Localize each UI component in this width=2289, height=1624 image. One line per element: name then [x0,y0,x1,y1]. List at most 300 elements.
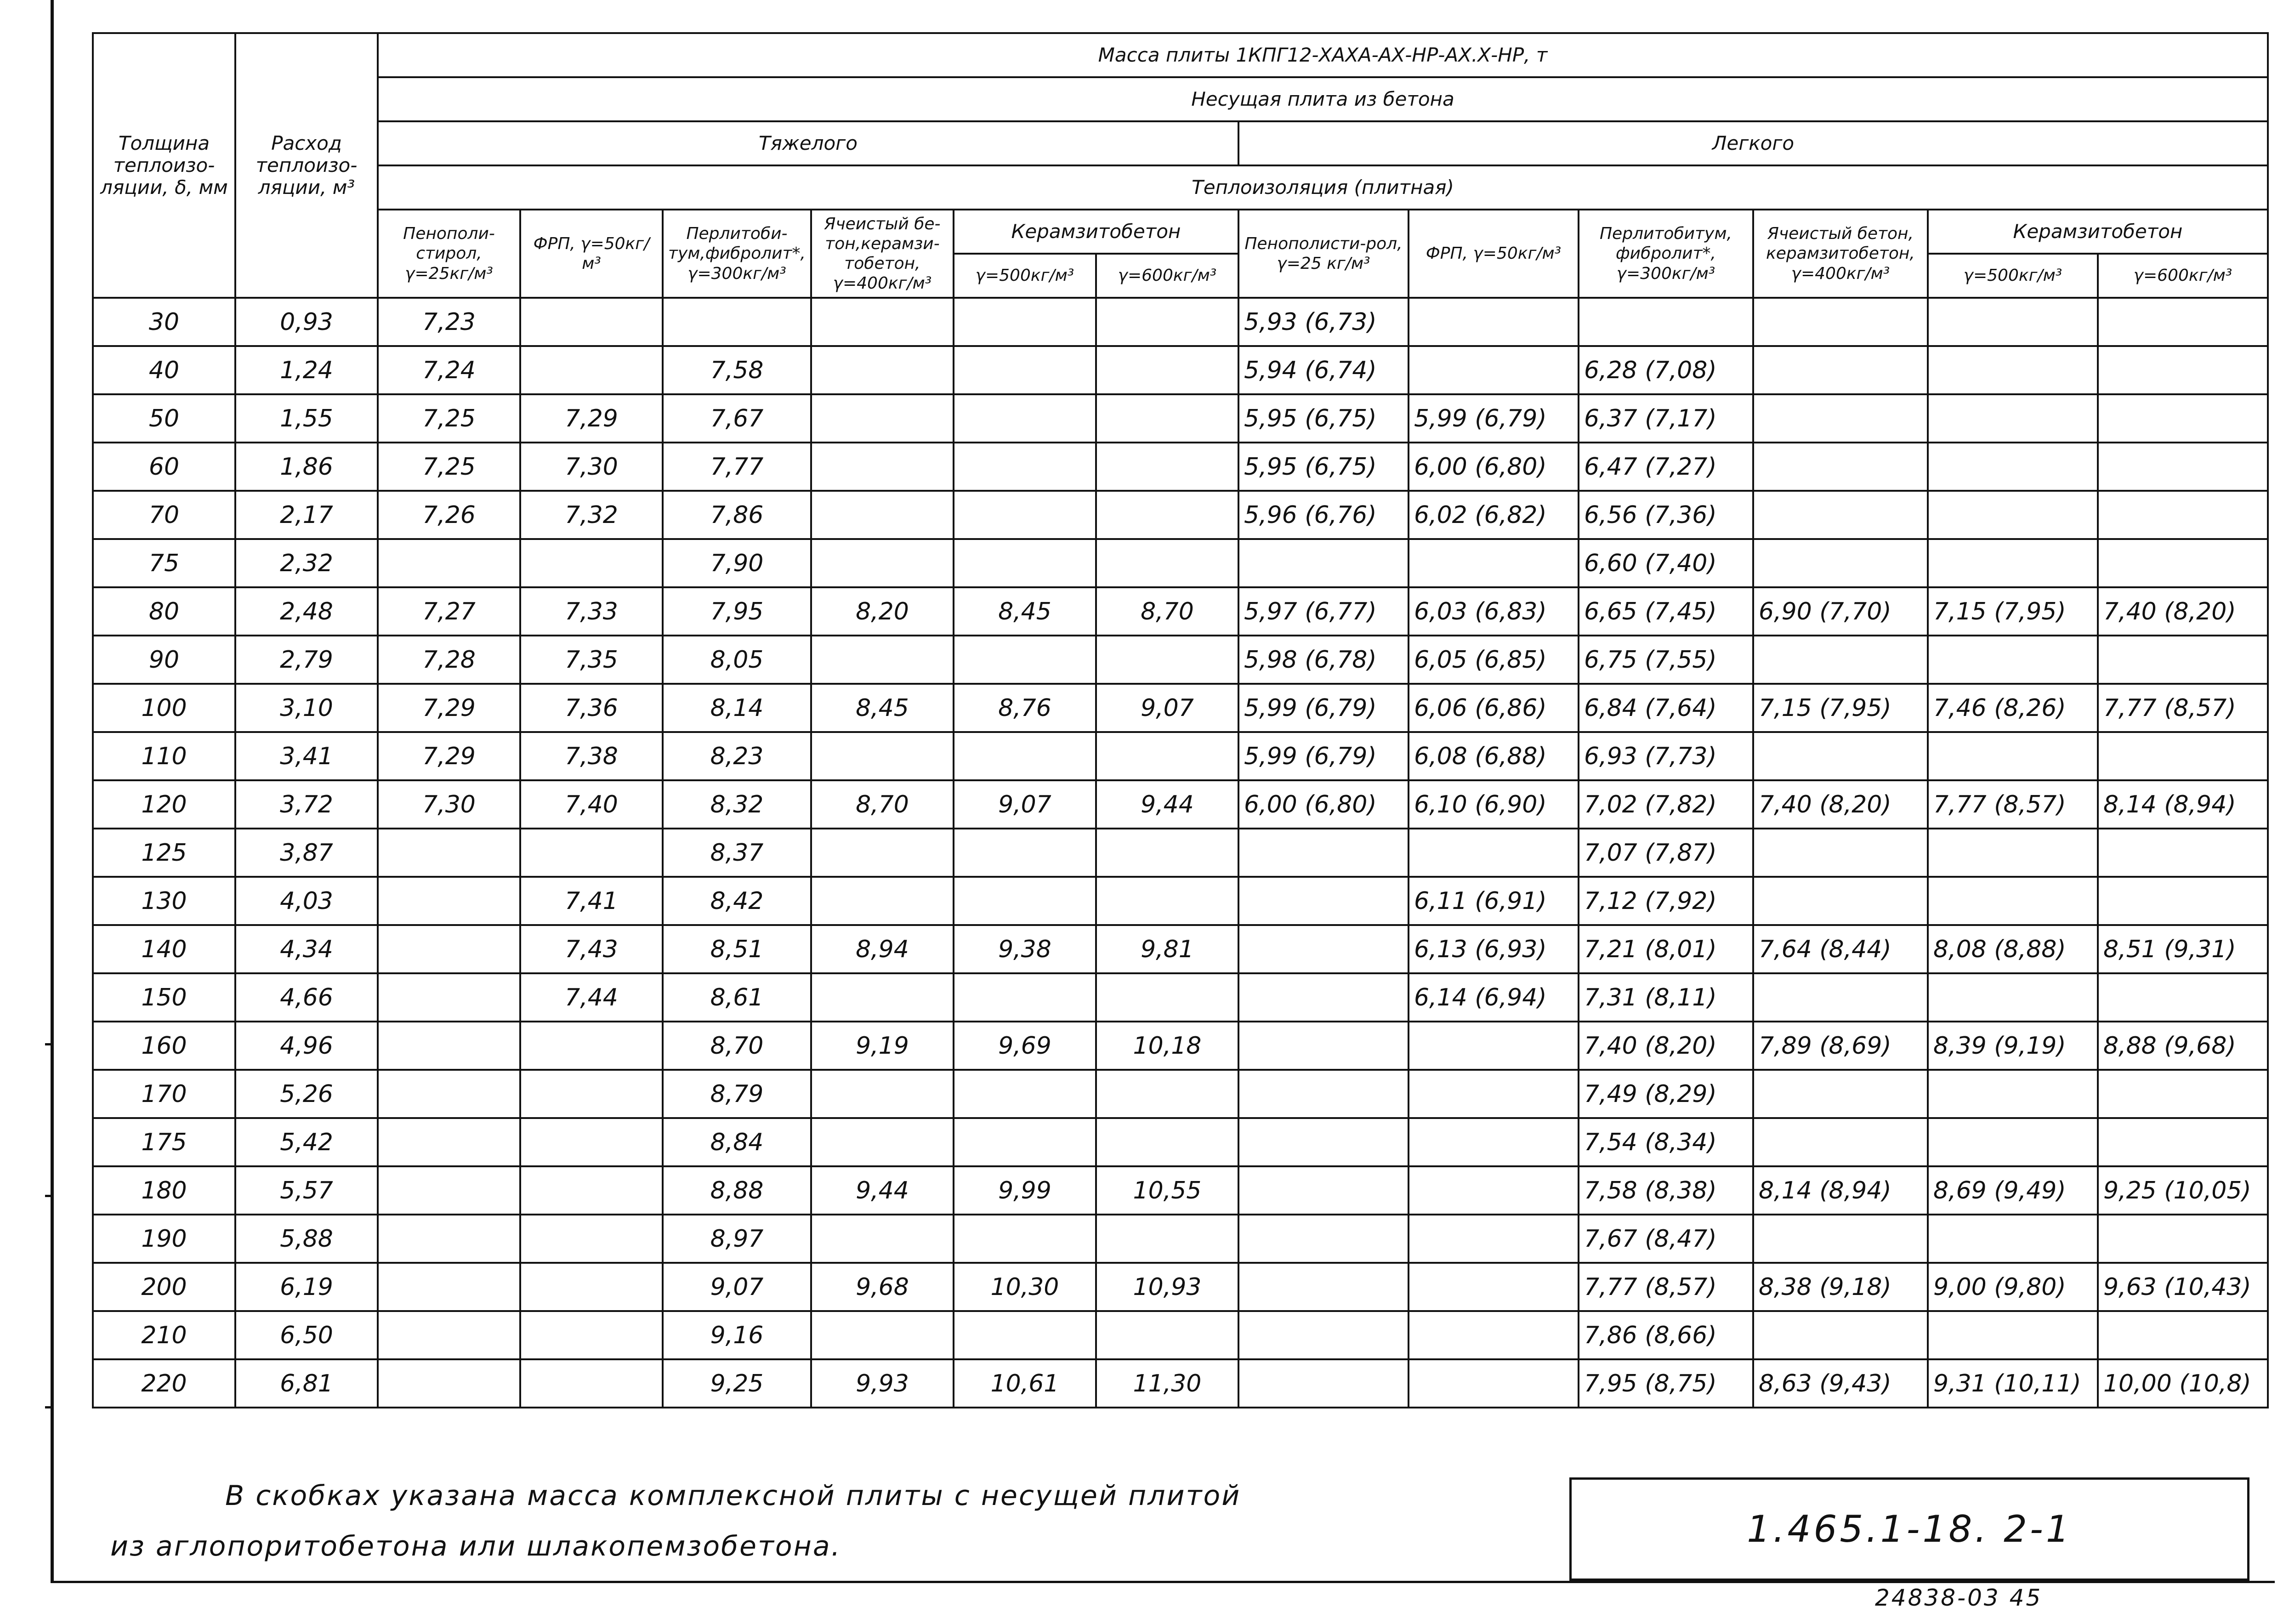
col-header: Ячеистый бе-тон,керамзи-тобетон, γ=400кг/м³ [811,210,954,298]
mass-cell: 7,40 (8,20) [2098,587,2268,636]
mass-cell: 7,77 (8,57) [2098,684,2268,732]
mass-cell [378,1263,520,1311]
table-row [93,829,2268,877]
mass-cell: 9,81 [1096,925,1238,973]
mass-cell [2098,491,2268,539]
mass-cell [1753,539,1928,587]
mass-cell [1409,829,1579,877]
heavy-concrete-header: Тяжелого [378,121,1238,165]
mass-cell: 8,94 [811,925,954,973]
mass-cell: 6,11 (6,91) [1409,877,1579,925]
mass-cell [811,1311,954,1359]
mass-cell [811,973,954,1022]
table-row [93,1070,2268,1118]
mass-cell [2098,346,2268,394]
mass-cell: 8,51 [663,925,811,973]
mass-cell: 7,77 [663,443,811,491]
mass-cell [954,732,1096,780]
consumption-cell: 4,34 [235,925,378,973]
table-row [93,780,2268,829]
col-header: Керамзитобетон [1928,210,2268,254]
light-concrete-header: Легкого [1238,121,2268,165]
mass-cell: 8,69 (9,49) [1928,1166,2098,1215]
mass-cell [520,1166,663,1215]
mass-cell [520,539,663,587]
mass-cell [520,1118,663,1166]
thickness-cell: 170 [93,1070,235,1118]
mass-cell [520,1070,663,1118]
mass-cell [1238,1022,1409,1070]
mass-cell [1409,539,1579,587]
mass-cell: 6,00 (6,80) [1238,780,1409,829]
mass-cell [520,1022,663,1070]
mass-cell [1753,829,1928,877]
mass-cell [954,973,1096,1022]
col-header: Пенополисти-рол, γ=25 кг/м³ [1238,210,1409,298]
col-header: Ячеистый бетон, керамзитобетон, γ=400кг/м³ [1753,210,1928,298]
col-header: ФРП, γ=50кг/м³ [520,210,663,298]
mass-cell: 8,37 [663,829,811,877]
table-row [93,539,2268,587]
col-header: Пенополи-стирол, γ=25кг/м³ [378,210,520,298]
mass-cell [2098,829,2268,877]
mass-cell: 8,70 [663,1022,811,1070]
mass-cell [1928,732,2098,780]
consumption-cell: 2,48 [235,587,378,636]
mass-cell [1753,636,1928,684]
mass-cell: 7,67 [663,394,811,443]
mass-cell: 7,44 [520,973,663,1022]
mass-cell: 8,61 [663,973,811,1022]
consumption-cell: 4,03 [235,877,378,925]
mass-cell [378,877,520,925]
mass-cell: 5,99 (6,79) [1409,394,1579,443]
mass-cell: 5,98 (6,78) [1238,636,1409,684]
mass-cell [1409,1263,1579,1311]
mass-cell: 6,00 (6,80) [1409,443,1579,491]
thickness-cell: 120 [93,780,235,829]
mass-cell [954,829,1096,877]
mass-cell: 5,99 (6,79) [1238,732,1409,780]
mass-cell: 7,64 (8,44) [1753,925,1928,973]
mass-cell [811,636,954,684]
mass-cell [1238,877,1409,925]
mass-cell [1238,829,1409,877]
mass-cell [1096,443,1238,491]
mass-cell: 7,23 [378,298,520,346]
mass-cell [811,1215,954,1263]
mass-cell: 7,07 (7,87) [1579,829,1753,877]
mass-cell: 7,28 [378,636,520,684]
margin-tick [45,1406,52,1408]
mass-cell [2098,732,2268,780]
mass-cell: 9,68 [811,1263,954,1311]
mass-cell: 7,95 [663,587,811,636]
mass-cell: 7,77 (8,57) [1928,780,2098,829]
mass-cell [811,346,954,394]
table-row [93,636,2268,684]
table-row [93,346,2268,394]
mass-cell: 6,75 (7,55) [1579,636,1753,684]
mass-cell: 9,07 [1096,684,1238,732]
mass-cell: 8,45 [811,684,954,732]
mass-cell: 8,70 [1096,587,1238,636]
mass-cell [954,346,1096,394]
mass-cell: 9,93 [811,1359,954,1408]
mass-cell [811,732,954,780]
col-header: Перлитоби-тум,фибролит*, γ=300кг/м³ [663,210,811,298]
mass-cell [1928,491,2098,539]
mass-cell [1409,1215,1579,1263]
mass-cell: 5,97 (6,77) [1238,587,1409,636]
mass-cell: 7,49 (8,29) [1579,1070,1753,1118]
mass-cell [1928,394,2098,443]
mass-cell: 7,27 [378,587,520,636]
mass-cell [378,1166,520,1215]
mass-cell: 9,07 [954,780,1096,829]
consumption-cell: 6,50 [235,1311,378,1359]
consumption-cell: 5,26 [235,1070,378,1118]
consumption-cell: 2,32 [235,539,378,587]
mass-cell: 8,32 [663,780,811,829]
mass-cell: 7,30 [378,780,520,829]
archive-number: 24838-03 45 [1875,1584,2043,1611]
mass-cell: 7,46 (8,26) [1928,684,2098,732]
mass-cell [1409,1311,1579,1359]
consumption-cell: 6,81 [235,1359,378,1408]
mass-cell [1409,1359,1579,1408]
table-row [93,684,2268,732]
mass-cell: 7,29 [378,732,520,780]
mass-cell: 10,00 (10,8) [2098,1359,2268,1408]
table-row [93,1359,2268,1408]
mass-cell: 9,07 [663,1263,811,1311]
col-header: γ=600кг/м³ [2098,254,2268,298]
mass-cell [1753,443,1928,491]
mass-cell: 7,32 [520,491,663,539]
mass-cell [1753,1311,1928,1359]
thickness-cell: 90 [93,636,235,684]
mass-cell [811,539,954,587]
mass-cell: 8,88 (9,68) [2098,1022,2268,1070]
mass-cell: 7,86 [663,491,811,539]
mass-cell: 8,23 [663,732,811,780]
mass-cell [954,1070,1096,1118]
mass-cell [378,973,520,1022]
mass-cell [1753,346,1928,394]
mass-cell: 8,51 (9,31) [2098,925,2268,973]
mass-title-header: Масса плиты 1КПГ12-ХАХА-АХ-НР-АХ.Х-НР, т [378,33,2268,77]
mass-cell [1096,973,1238,1022]
thickness-cell: 130 [93,877,235,925]
mass-cell: 5,94 (6,74) [1238,346,1409,394]
mass-cell [1096,636,1238,684]
mass-cell: 8,39 (9,19) [1928,1022,2098,1070]
mass-cell [954,1215,1096,1263]
mass-cell [520,1215,663,1263]
mass-cell [1753,732,1928,780]
mass-cell [1096,298,1238,346]
mass-cell [1238,539,1409,587]
consumption-cell: 2,79 [235,636,378,684]
mass-cell [1753,1118,1928,1166]
consumption-cell: 5,42 [235,1118,378,1166]
mass-cell [1096,829,1238,877]
mass-cell: 7,26 [378,491,520,539]
mass-cell: 10,93 [1096,1263,1238,1311]
mass-cell: 8,88 [663,1166,811,1215]
mass-cell: 7,02 (7,82) [1579,780,1753,829]
mass-cell [2098,394,2268,443]
mass-cell: 5,96 (6,76) [1238,491,1409,539]
mass-cell: 7,40 (8,20) [1753,780,1928,829]
mass-cell: 8,42 [663,877,811,925]
thickness-cell: 80 [93,587,235,636]
mass-cell: 7,33 [520,587,663,636]
thickness-cell: 70 [93,491,235,539]
mass-cell [1096,394,1238,443]
mass-cell [811,491,954,539]
mass-cell: 8,20 [811,587,954,636]
mass-cell: 8,38 (9,18) [1753,1263,1928,1311]
mass-cell [1096,1215,1238,1263]
col-header: Керамзитобетон [954,210,1238,254]
table-row [93,925,2268,973]
mass-cell: 9,99 [954,1166,1096,1215]
mass-cell: 6,37 (7,17) [1579,394,1753,443]
table-row [93,1166,2268,1215]
mass-cell [1928,1215,2098,1263]
mass-cell [1753,1215,1928,1263]
mass-cell: 6,05 (6,85) [1409,636,1579,684]
mass-cell: 6,90 (7,70) [1753,587,1928,636]
mass-cell [2098,1311,2268,1359]
mass-cell: 6,02 (6,82) [1409,491,1579,539]
mass-cell: 6,56 (7,36) [1579,491,1753,539]
mass-cell [811,877,954,925]
mass-cell: 8,45 [954,587,1096,636]
mass-cell [378,829,520,877]
thickness-cell: 160 [93,1022,235,1070]
mass-cell: 7,31 (8,11) [1579,973,1753,1022]
mass-cell [1928,539,2098,587]
mass-cell: 9,44 [811,1166,954,1215]
table-row [93,973,2268,1022]
mass-cell: 7,41 [520,877,663,925]
mass-cell: 8,70 [811,780,954,829]
mass-cell: 7,12 (7,92) [1579,877,1753,925]
thickness-cell: 150 [93,973,235,1022]
mass-cell: 10,30 [954,1263,1096,1311]
mass-cell [1238,1166,1409,1215]
mass-cell: 9,44 [1096,780,1238,829]
consumption-cell: 3,41 [235,732,378,780]
mass-cell: 8,84 [663,1118,811,1166]
mass-cell [1096,1311,1238,1359]
mass-cell: 10,55 [1096,1166,1238,1215]
mass-cell [811,443,954,491]
mass-cell: 9,00 (9,80) [1928,1263,2098,1311]
mass-cell: 8,97 [663,1215,811,1263]
mass-cell [378,539,520,587]
mass-cell: 7,15 (7,95) [1928,587,2098,636]
mass-cell [1753,298,1928,346]
mass-cell: 7,58 [663,346,811,394]
thickness-cell: 110 [93,732,235,780]
thickness-cell: 100 [93,684,235,732]
left-margin-line [51,0,54,1581]
mass-cell [520,1311,663,1359]
mass-cell: 9,63 (10,43) [2098,1263,2268,1311]
mass-cell [1928,973,2098,1022]
mass-cell: 6,47 (7,27) [1579,443,1753,491]
mass-cell [1096,491,1238,539]
thickness-cell: 190 [93,1215,235,1263]
mass-cell: 9,25 (10,05) [2098,1166,2268,1215]
consumption-cell: 5,88 [235,1215,378,1263]
mass-cell: 6,65 (7,45) [1579,587,1753,636]
mass-cell [2098,973,2268,1022]
mass-cell [2098,298,2268,346]
mass-cell: 8,63 (9,43) [1753,1359,1928,1408]
thickness-cell: 50 [93,394,235,443]
col-header: γ=500кг/м³ [954,254,1096,298]
mass-cell [378,1022,520,1070]
consumption-cell: 0,93 [235,298,378,346]
mass-cell [1409,346,1579,394]
mass-cell: 8,05 [663,636,811,684]
thickness-cell: 175 [93,1118,235,1166]
mass-cell [1409,1118,1579,1166]
mass-cell [1928,829,2098,877]
mass-cell [1409,1070,1579,1118]
mass-cell: 7,21 (8,01) [1579,925,1753,973]
mass-cell: 7,40 (8,20) [1579,1022,1753,1070]
mass-cell [1238,973,1409,1022]
mass-cell [1753,1070,1928,1118]
margin-tick [45,1043,52,1045]
mass-cell [1096,1070,1238,1118]
thickness-cell: 75 [93,539,235,587]
mass-cell: 7,54 (8,34) [1579,1118,1753,1166]
mass-cell: 7,67 (8,47) [1579,1215,1753,1263]
consumption-header: Расход теплоизо-ляции, м³ [235,33,378,298]
mass-cell: 9,38 [954,925,1096,973]
margin-tick [45,1195,52,1197]
table-row [93,1311,2268,1359]
consumption-cell: 4,66 [235,973,378,1022]
mass-cell: 8,79 [663,1070,811,1118]
mass-cell [811,298,954,346]
mass-cell: 5,95 (6,75) [1238,443,1409,491]
thickness-header: Толщина теплоизо-ляции, δ, мм [93,33,235,298]
mass-cell: 9,25 [663,1359,811,1408]
mass-cell [1238,1215,1409,1263]
table-row [93,491,2268,539]
consumption-cell: 1,86 [235,443,378,491]
mass-cell: 7,15 (7,95) [1753,684,1928,732]
mass-cell [2098,877,2268,925]
mass-cell [2098,539,2268,587]
consumption-cell: 3,72 [235,780,378,829]
mass-cell [378,1118,520,1166]
mass-cell [1238,1118,1409,1166]
thickness-cell: 140 [93,925,235,973]
mass-cell: 6,08 (6,88) [1409,732,1579,780]
mass-cell [811,1070,954,1118]
mass-cell: 9,16 [663,1311,811,1359]
mass-cell: 7,24 [378,346,520,394]
mass-cell [2098,1070,2268,1118]
mass-cell [378,1359,520,1408]
mass-cell [378,1215,520,1263]
mass-cell [1928,877,2098,925]
mass-cell: 8,76 [954,684,1096,732]
mass-cell [1928,443,2098,491]
mass-cell [1928,298,2098,346]
consumption-cell: 3,10 [235,684,378,732]
consumption-cell: 1,24 [235,346,378,394]
thickness-cell: 125 [93,829,235,877]
thickness-cell: 200 [93,1263,235,1311]
mass-cell [520,829,663,877]
mass-cell: 8,14 (8,94) [2098,780,2268,829]
table-row [93,298,2268,346]
mass-cell [811,829,954,877]
mass-cell: 8,08 (8,88) [1928,925,2098,973]
mass-cell: 7,43 [520,925,663,973]
mass-cell: 6,06 (6,86) [1409,684,1579,732]
mass-cell [1409,1022,1579,1070]
table-row [93,732,2268,780]
mass-cell [954,877,1096,925]
mass-cell: 6,10 (6,90) [1409,780,1579,829]
mass-cell [954,394,1096,443]
mass-cell: 6,60 (7,40) [1579,539,1753,587]
mass-cell [954,1311,1096,1359]
mass-cell: 7,77 (8,57) [1579,1263,1753,1311]
table-row [93,1118,2268,1166]
mass-cell [1753,877,1928,925]
mass-cell [1096,539,1238,587]
mass-cell: 7,25 [378,394,520,443]
bottom-frame-line [51,1581,2275,1583]
mass-cell: 7,29 [520,394,663,443]
footnote-line: В скобках указана масса комплексной плиты с несущей плитой [225,1480,1241,1512]
mass-cell [1928,636,2098,684]
mass-cell [1238,925,1409,973]
mass-cell: 7,95 (8,75) [1579,1359,1753,1408]
mass-cell: 5,99 (6,79) [1238,684,1409,732]
mass-cell [1928,1311,2098,1359]
mass-cell: 9,19 [811,1022,954,1070]
footnote-line: из аглопоритобетона или шлакопемзобетона. [110,1530,841,1562]
mass-cell: 9,69 [954,1022,1096,1070]
mass-cell [378,1311,520,1359]
mass-cell [1928,1070,2098,1118]
mass-cell: 6,93 (7,73) [1579,732,1753,780]
mass-cell [1753,394,1928,443]
thickness-cell: 180 [93,1166,235,1215]
mass-cell: 7,35 [520,636,663,684]
mass-cell [2098,1215,2268,1263]
mass-cell [1409,298,1579,346]
mass-cell [520,298,663,346]
table-row [93,394,2268,443]
col-header: ФРП, γ=50кг/м³ [1409,210,1579,298]
mass-cell: 7,29 [378,684,520,732]
mass-cell [2098,443,2268,491]
